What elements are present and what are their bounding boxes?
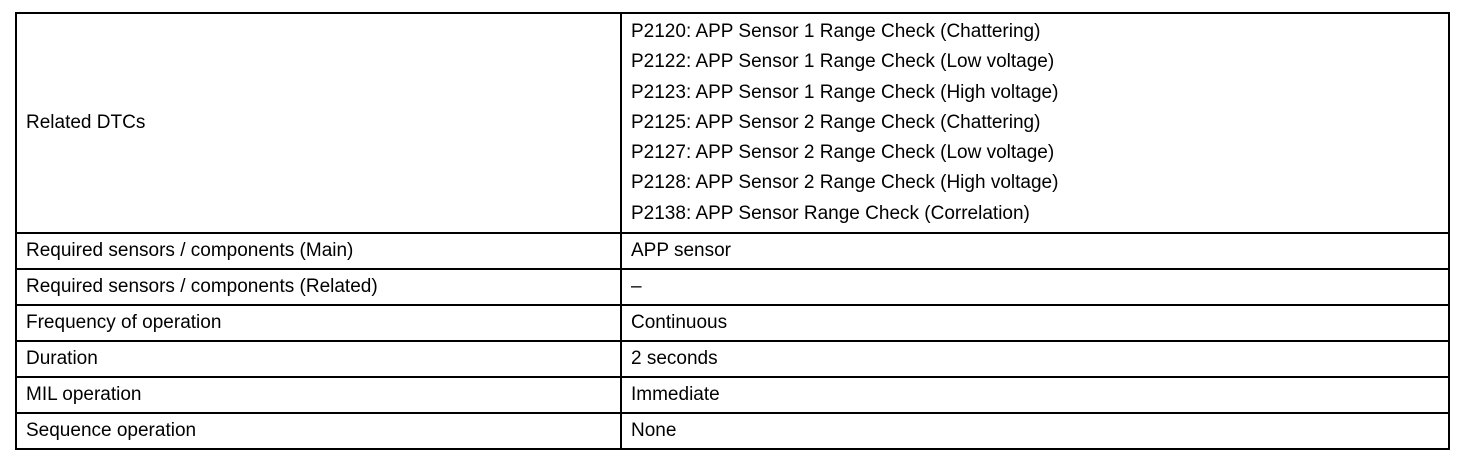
related-dtcs-list bbox=[621, 13, 1449, 233]
table-row-related-dtcs bbox=[16, 13, 1449, 233]
row-value: None bbox=[621, 413, 1449, 449]
row-label: Sequence operation bbox=[16, 413, 621, 449]
row-value: APP sensor bbox=[621, 233, 1449, 269]
dtc-item: P2138: APP Sensor Range Check (Correlation) bbox=[631, 202, 1030, 224]
dtc-item: P2127: APP Sensor 2 Range Check (Low voltage) bbox=[631, 142, 1055, 164]
row-label: Required sensors / components (Related) bbox=[16, 269, 621, 305]
row-label: Duration bbox=[16, 341, 621, 377]
row-value: 2 seconds bbox=[621, 341, 1449, 377]
row-label-related-dtcs: Related DTCs bbox=[16, 13, 621, 233]
monitor-spec-table bbox=[15, 12, 1450, 450]
dtc-item: P2125: APP Sensor 2 Range Check (Chattering) bbox=[631, 111, 1041, 133]
dtc-item: P2123: APP Sensor 1 Range Check (High voltage) bbox=[631, 81, 1059, 103]
row-value: Immediate bbox=[621, 377, 1449, 413]
dtc-item: P2122: APP Sensor 1 Range Check (Low voltage) bbox=[631, 51, 1055, 73]
table-row-frequency bbox=[16, 305, 1449, 341]
table-row-mil-operation bbox=[16, 377, 1449, 413]
row-label: Frequency of operation bbox=[16, 305, 621, 341]
dtc-item: P2128: APP Sensor 2 Range Check (High voltage) bbox=[631, 172, 1059, 194]
row-label: MIL operation bbox=[16, 377, 621, 413]
row-value: – bbox=[621, 269, 1449, 305]
table-row-duration bbox=[16, 341, 1449, 377]
table-row-sequence-operation bbox=[16, 413, 1449, 449]
table-row-required-main bbox=[16, 233, 1449, 269]
dtc-item: P2120: APP Sensor 1 Range Check (Chattering) bbox=[631, 20, 1041, 42]
row-label: Required sensors / components (Main) bbox=[16, 233, 621, 269]
table-row-required-related bbox=[16, 269, 1449, 305]
row-value: Continuous bbox=[621, 305, 1449, 341]
